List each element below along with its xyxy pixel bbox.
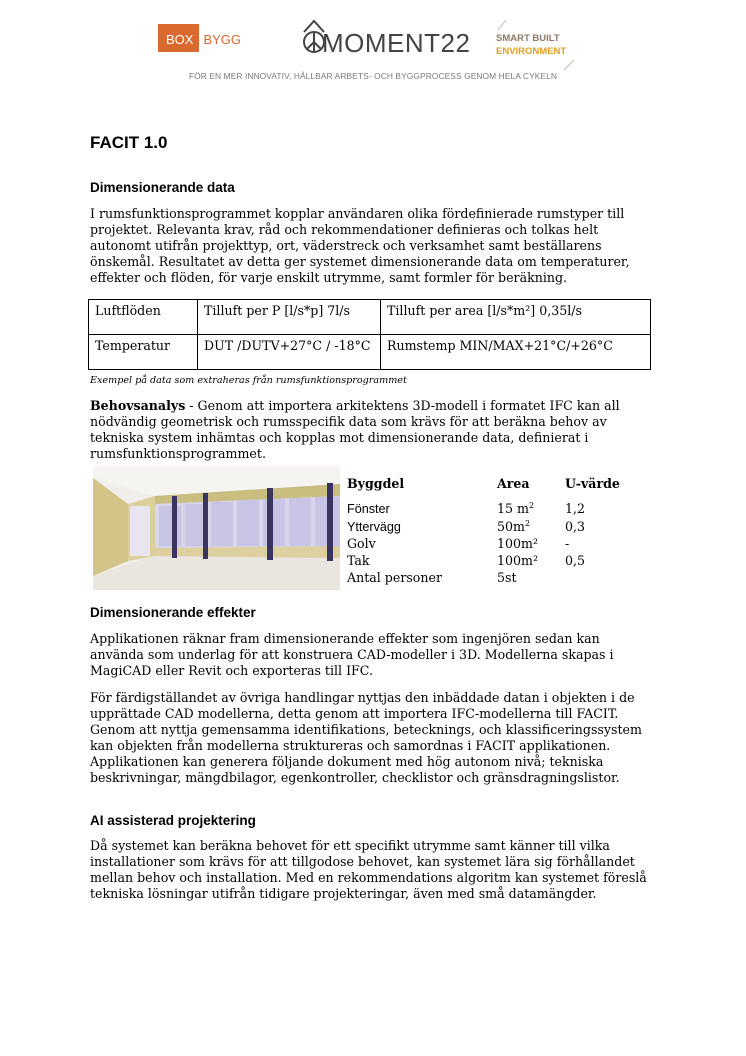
cell-area: 15 m (497, 501, 529, 516)
dim-data-table (88, 299, 651, 370)
cell-part: Yttervägg (347, 520, 401, 534)
text-line: Applikationen kan generera följande dokument med hög autonom nivå; tekniska (90, 754, 604, 769)
text-line: mellan behov och installation. Med en rekommendations algoritm kan systemet föreslå (90, 870, 647, 885)
header-u-value: U-värde (565, 476, 620, 491)
header-byggdel: Byggdel (347, 476, 405, 491)
sbe-logo (496, 32, 566, 58)
document-title: FACIT 1.0 (90, 133, 168, 152)
text-line: tekniska system inhämtas och kopplas mot dimensionerande data, definierat i (90, 430, 589, 445)
moment-logo-text (322, 28, 470, 59)
text-line: projektet. Relevanta krav, råd och rekommendationer definieras och tolkas helt (90, 222, 599, 237)
cell-part: Antal personer (347, 570, 442, 585)
table-cell: Temperatur (89, 335, 198, 370)
cell-area-sup: 2 (524, 518, 531, 528)
cell-part: Fönster (347, 502, 390, 516)
header-area: Area (497, 476, 530, 491)
table-cell: Rumstemp MIN/MAX+21°C/+26°C (381, 335, 651, 370)
dim-data-paragraph (90, 206, 660, 286)
3d-model-image (93, 466, 340, 590)
cell-area: 50m (497, 519, 525, 534)
cell-u: 0,3 (565, 519, 586, 534)
box-badge: BOX (158, 24, 199, 52)
table-row (89, 300, 651, 335)
ai-heading: AI assisterad projektering (90, 813, 256, 828)
text-line: autonomt utifrån projekttyp, ort, väderstreck och verksamhet samt beställarens (90, 238, 602, 253)
table-row (89, 335, 651, 370)
text-line: använda som underlag för att konstruera CAD-modeller i 3D. Modellerna skapas i (90, 647, 614, 662)
text-line: beskrivningar, mängdbilagor, egenkontroller, checklistor och gränsdragningslistor. (90, 770, 620, 785)
table-cell: DUT /DUTV+27°C / -18°C (198, 335, 381, 370)
cell-area: 5st (497, 570, 517, 585)
text-line: effekter och flöden, för varje enskilt utrymme, samt formler för beräkning. (90, 270, 568, 285)
text-line: Genom att nyttja gemensamma identifikations, betecknings, och klassificeringssystem (90, 722, 642, 737)
text-line: nödvändig geometrisk och rumsspecifik data som krävs för att beräkna behov av (90, 414, 607, 429)
room-render-icon (93, 466, 340, 590)
table-caption: Exempel på data som extraheras från rumsfunktionsprogrammet (90, 375, 407, 386)
header-tagline: FÖR EN MER INNOVATIV, HÅLLBAR ARBETS- OCH BYGGPROCESS GENOM HELA CYKELN (188, 71, 558, 81)
boxbygg-logo (158, 24, 241, 52)
table-cell: Tilluft per P [l/s*p] 7l/s (198, 300, 381, 335)
behov-rest: - Genom att importera arkitektens 3D-modell i formatet IFC kan all (185, 398, 620, 413)
text-line (90, 398, 660, 414)
text-line: rumsfunktionsprogrammet. (90, 446, 266, 461)
table-cell: Tilluft per area [l/s*m²] 0,35l/s (381, 300, 651, 335)
behov-bold: Behovsanalys (90, 398, 186, 413)
cell-u: 1,2 (565, 501, 586, 516)
behov-paragraph (90, 398, 660, 462)
text-line: I rumsfunktionsprogrammet kopplar användaren olika fördefinierade rumstyper till (90, 206, 625, 221)
effekter-heading: Dimensionerande effekter (90, 605, 256, 620)
text-line: önskemål. Resultatet av detta ger systemet dimensionerande data om temperaturer, (90, 254, 630, 269)
sbe-line2: ENVIRONMENT (496, 46, 567, 57)
ai-paragraph (90, 838, 660, 902)
text-line: tekniska lösningar utifrån tidigare projekteringar, även med små datamängder. (90, 886, 597, 901)
effekter-paragraph-2 (90, 690, 660, 786)
text-line: upprättade CAD modellerna, detta genom att importera IFC-modellerna till FACIT. (90, 706, 619, 721)
dim-data-heading: Dimensionerande data (90, 180, 235, 195)
text-line: Applikationen räknar fram dimensionerande effekter som ingenjören sedan kan (90, 631, 600, 646)
cell-u: - (565, 536, 570, 551)
table-cell: Luftflöden (89, 300, 198, 335)
cell-area: 100m² (497, 536, 539, 551)
text-line: För färdigställandet av övriga handlingar nyttjas den inbäddade datan i objekten i de (90, 690, 635, 705)
effekter-paragraph-1 (90, 631, 660, 679)
text-line: installationer som krävs för att tillgodose behovet, kan systemet lära sig förhållandet (90, 854, 635, 869)
cell-area-sup: 2 (528, 500, 535, 510)
text-line: Då systemet kan beräkna behovet för ett specifikt utrymme samt känner till vilka (90, 838, 610, 853)
text-line: MagiCAD eller Revit och exporteras till IFC. (90, 663, 373, 678)
cell-area: 100m² (497, 553, 539, 568)
moment-text: MOMENT22 (322, 28, 471, 58)
text-line: kan objekten från modellerna struktureras och samordnas i FACIT applikationen. (90, 738, 611, 753)
cell-u: 0,5 (565, 553, 586, 568)
cell-part: Tak (347, 553, 370, 568)
bygg-text: BYGG (203, 32, 242, 47)
sbe-line1: SMART BUILT (496, 33, 560, 44)
cell-part: Golv (347, 536, 376, 551)
